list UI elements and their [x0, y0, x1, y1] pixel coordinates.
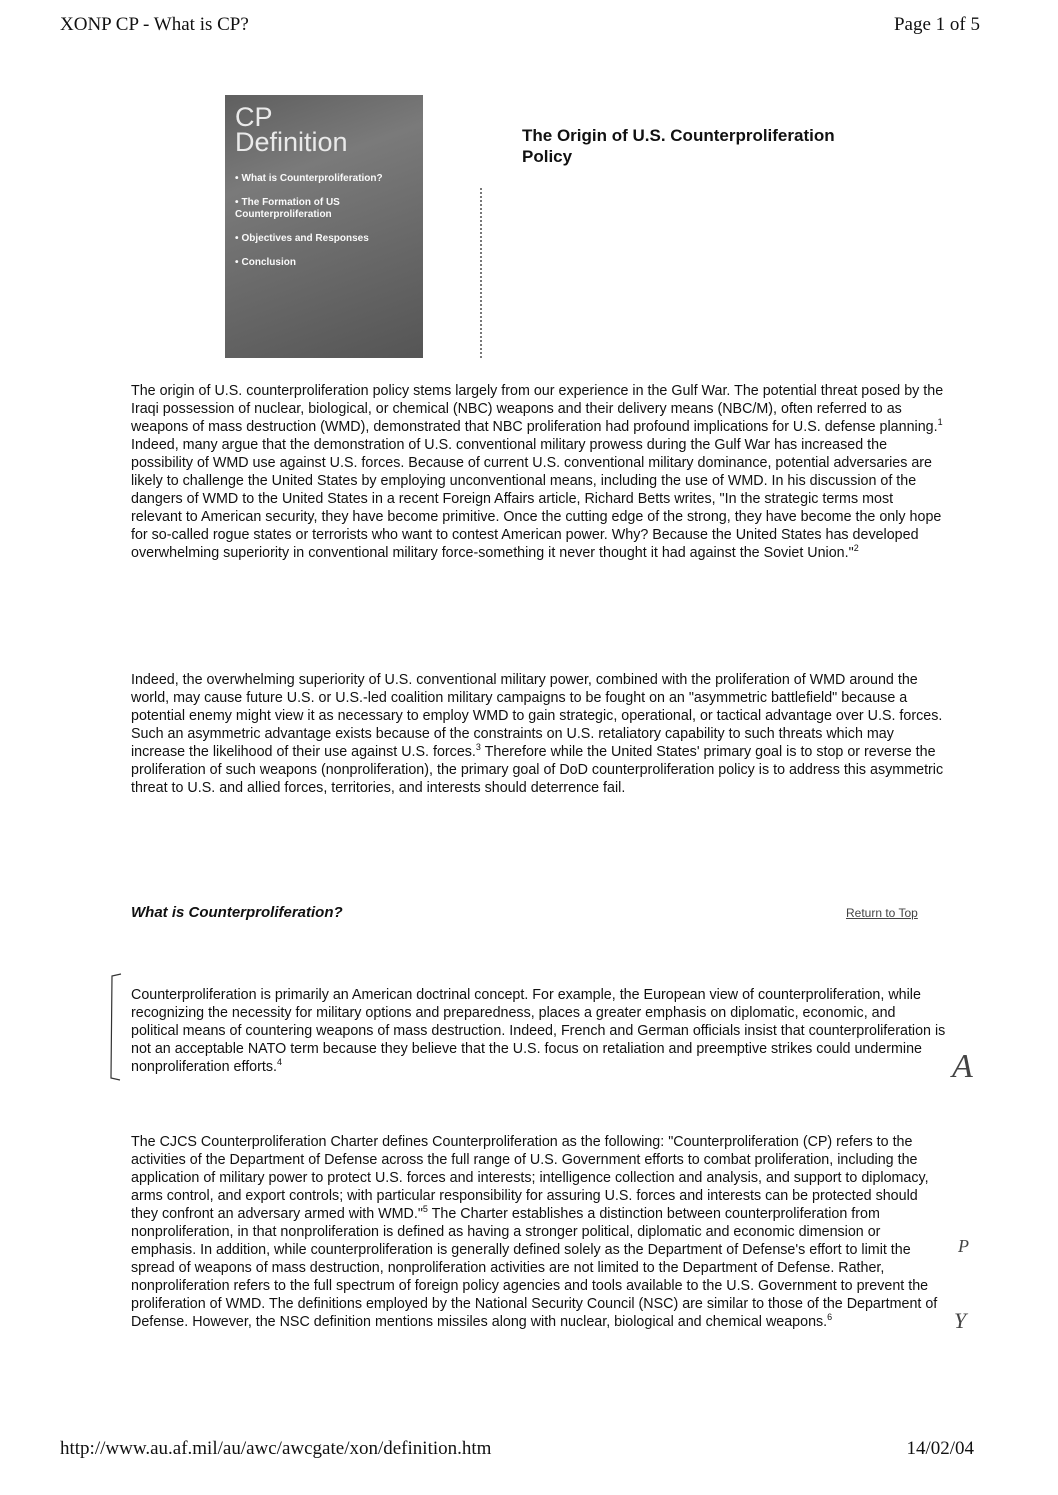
nav-link-conclusion[interactable]: • Conclusion [235, 257, 296, 268]
paragraph-text: The CJCS Counterproliferation Charter defines Counterproliferation as the following: "Counterproliferation (CP) refers to the activities of the Department of Defense across the full range of U.S. Government efforts to combat proliferation, including the application of military power to protect U.S. forces and interests; intelligence collection and analysis, and support to diplomacy, arms control, and export controls; with particular responsibility for assuring U.S. forces and interests can be protected should they confront an adversary armed with WMD." [131, 1134, 929, 1222]
paragraph-european-view [131, 986, 946, 1076]
print-header-title: XONP CP - What is CP? [60, 14, 249, 35]
bullet-icon: • [235, 173, 239, 184]
cp-definition-nav-panel [225, 95, 423, 358]
nav-link-formation[interactable]: • The Formation of US Counterproliferation [235, 197, 340, 220]
handwritten-bracket-mark [108, 972, 122, 1082]
paragraph-text: Therefore while the United States' primary goal is to stop or reverse the proliferation of such weapons (nonproliferation), the primary goal of DoD counterproliferation policy is to address this asymmetric threat to U.S. and allied forces, territories, and interests should deterrence fail. [131, 744, 944, 796]
return-to-top-link[interactable]: Return to Top [846, 906, 918, 920]
nav-title-line1: CP [235, 102, 273, 132]
paragraph-text: Indeed, the overwhelming superiority of U.S. conventional military power, combined with the proliferation of WMD around the world, may cause future U.S. or U.S.-led coalition military campaigns to be fought on an "asymmetric battlefield" because a potential enemy might view it as necessary to employ WMD to gain strategic, operational, or tactical advantage over U.S. forces. Such an asymmetric advantage exists because of the constraints on U.S. retaliatory capability to such threats which may increase the likelihood of their use against U.S. forces. [131, 672, 943, 760]
paragraph-asymmetric [131, 671, 946, 797]
footnote-ref[interactable]: 1 [937, 417, 943, 428]
handwritten-margin-mark: A [952, 1048, 973, 1085]
paragraph-text: The origin of U.S. counterproliferation policy stems largely from our experience in the Gulf War. The potential threat posed by the Iraqi possession of nuclear, biological, or chemical (NBC) weapons and their delivery means (NBC/M), often referred to as weapons of mass destruction (WMD), demonstrated that NBC proliferation had profound implications for U.S. defense planning. [131, 383, 944, 435]
footnote-ref[interactable]: 3 [475, 742, 481, 753]
section-heading-what-is-cp: What is Counterproliferation? [131, 904, 343, 921]
bullet-icon: • [235, 197, 239, 208]
print-header-page-number: Page 1 of 5 [893, 14, 980, 35]
print-footer-date: 14/02/04 [906, 1438, 974, 1459]
paragraph-text: The Charter establishes a distinction between counterproliferation from nonproliferation, in that nonproliferation is defined as having a stronger political, diplomatic and economic dimension or emphasis. In addition, while counterproliferation is generally defined solely as the Department of Defense's effort to limit the spread of weapons of mass destruction, nonproliferation activities are not limited to the Department of Defense. Rather, nonproliferation refers to the full spectrum of foreign policy agencies and tools available to the U.S. Government to prevent the proliferation of WMD. The definitions employed by the National Security Council (NSC) are similar to those of the Department of Defense. However, the NSC definition mentions missiles along with nuclear, biological and chemical weapons. [131, 1206, 938, 1330]
dotted-divider [480, 188, 482, 358]
nav-link-what-is-cp[interactable]: • What is Counterproliferation? [235, 173, 383, 184]
paragraph-text: Counterproliferation is primarily an American doctrinal concept. For example, the European view of counterproliferation, while recognizing the necessity for military options and preparedness, places a greater emphasis on diplomatic, economic, and political means of countering weapons of mass destruction. Indeed, French and German officials insist that counterproliferation is not an acceptable NATO term because they believe that the U.S. focus on retaliation and preemptive strikes could undermine nonproliferation efforts. [131, 987, 946, 1075]
handwritten-margin-mark: P [958, 1236, 969, 1256]
handwritten-margin-mark: Y [954, 1308, 967, 1333]
footnote-ref[interactable]: 2 [853, 543, 859, 554]
footnote-ref[interactable]: 5 [422, 1204, 428, 1215]
paragraph-origin [131, 382, 946, 562]
page-title: The Origin of U.S. Counterproliferation Policy [522, 126, 835, 166]
bullet-icon: • [235, 257, 239, 268]
print-footer-url: http://www.au.af.mil/au/awc/awcgate/xon/definition.htm [60, 1438, 492, 1459]
nav-panel-title [235, 102, 413, 157]
nav-link-list [235, 173, 413, 269]
footnote-ref[interactable]: 6 [827, 1312, 833, 1323]
nav-title-line2: Definition [235, 127, 348, 157]
bullet-icon: • [235, 233, 239, 244]
footnote-ref[interactable]: 4 [276, 1057, 282, 1068]
paragraph-text: Indeed, many argue that the demonstration of U.S. conventional military prowess during the Gulf War has increased the possibility of WMD use against U.S. forces. Because of current U.S. conventional military dominance, potential adversaries are likely to challenge the United States by employing unconventional means, including the use of WMD. In his discussion of the dangers of WMD to the United States in a recent Foreign Affairs article, Richard Betts writes, "In the strategic terms most relevant to American security, they have become primitive. Once the cutting edge of the strong, they have become the only hope for so-called rogue states or terrorists who want to contest American power. Why? Because the United States has developed overwhelming superiority in conventional military force-something it never thought it had against the Soviet Union." [131, 437, 942, 561]
paragraph-cjcs-charter [131, 1133, 946, 1331]
nav-link-objectives[interactable]: • Objectives and Responses [235, 233, 369, 244]
